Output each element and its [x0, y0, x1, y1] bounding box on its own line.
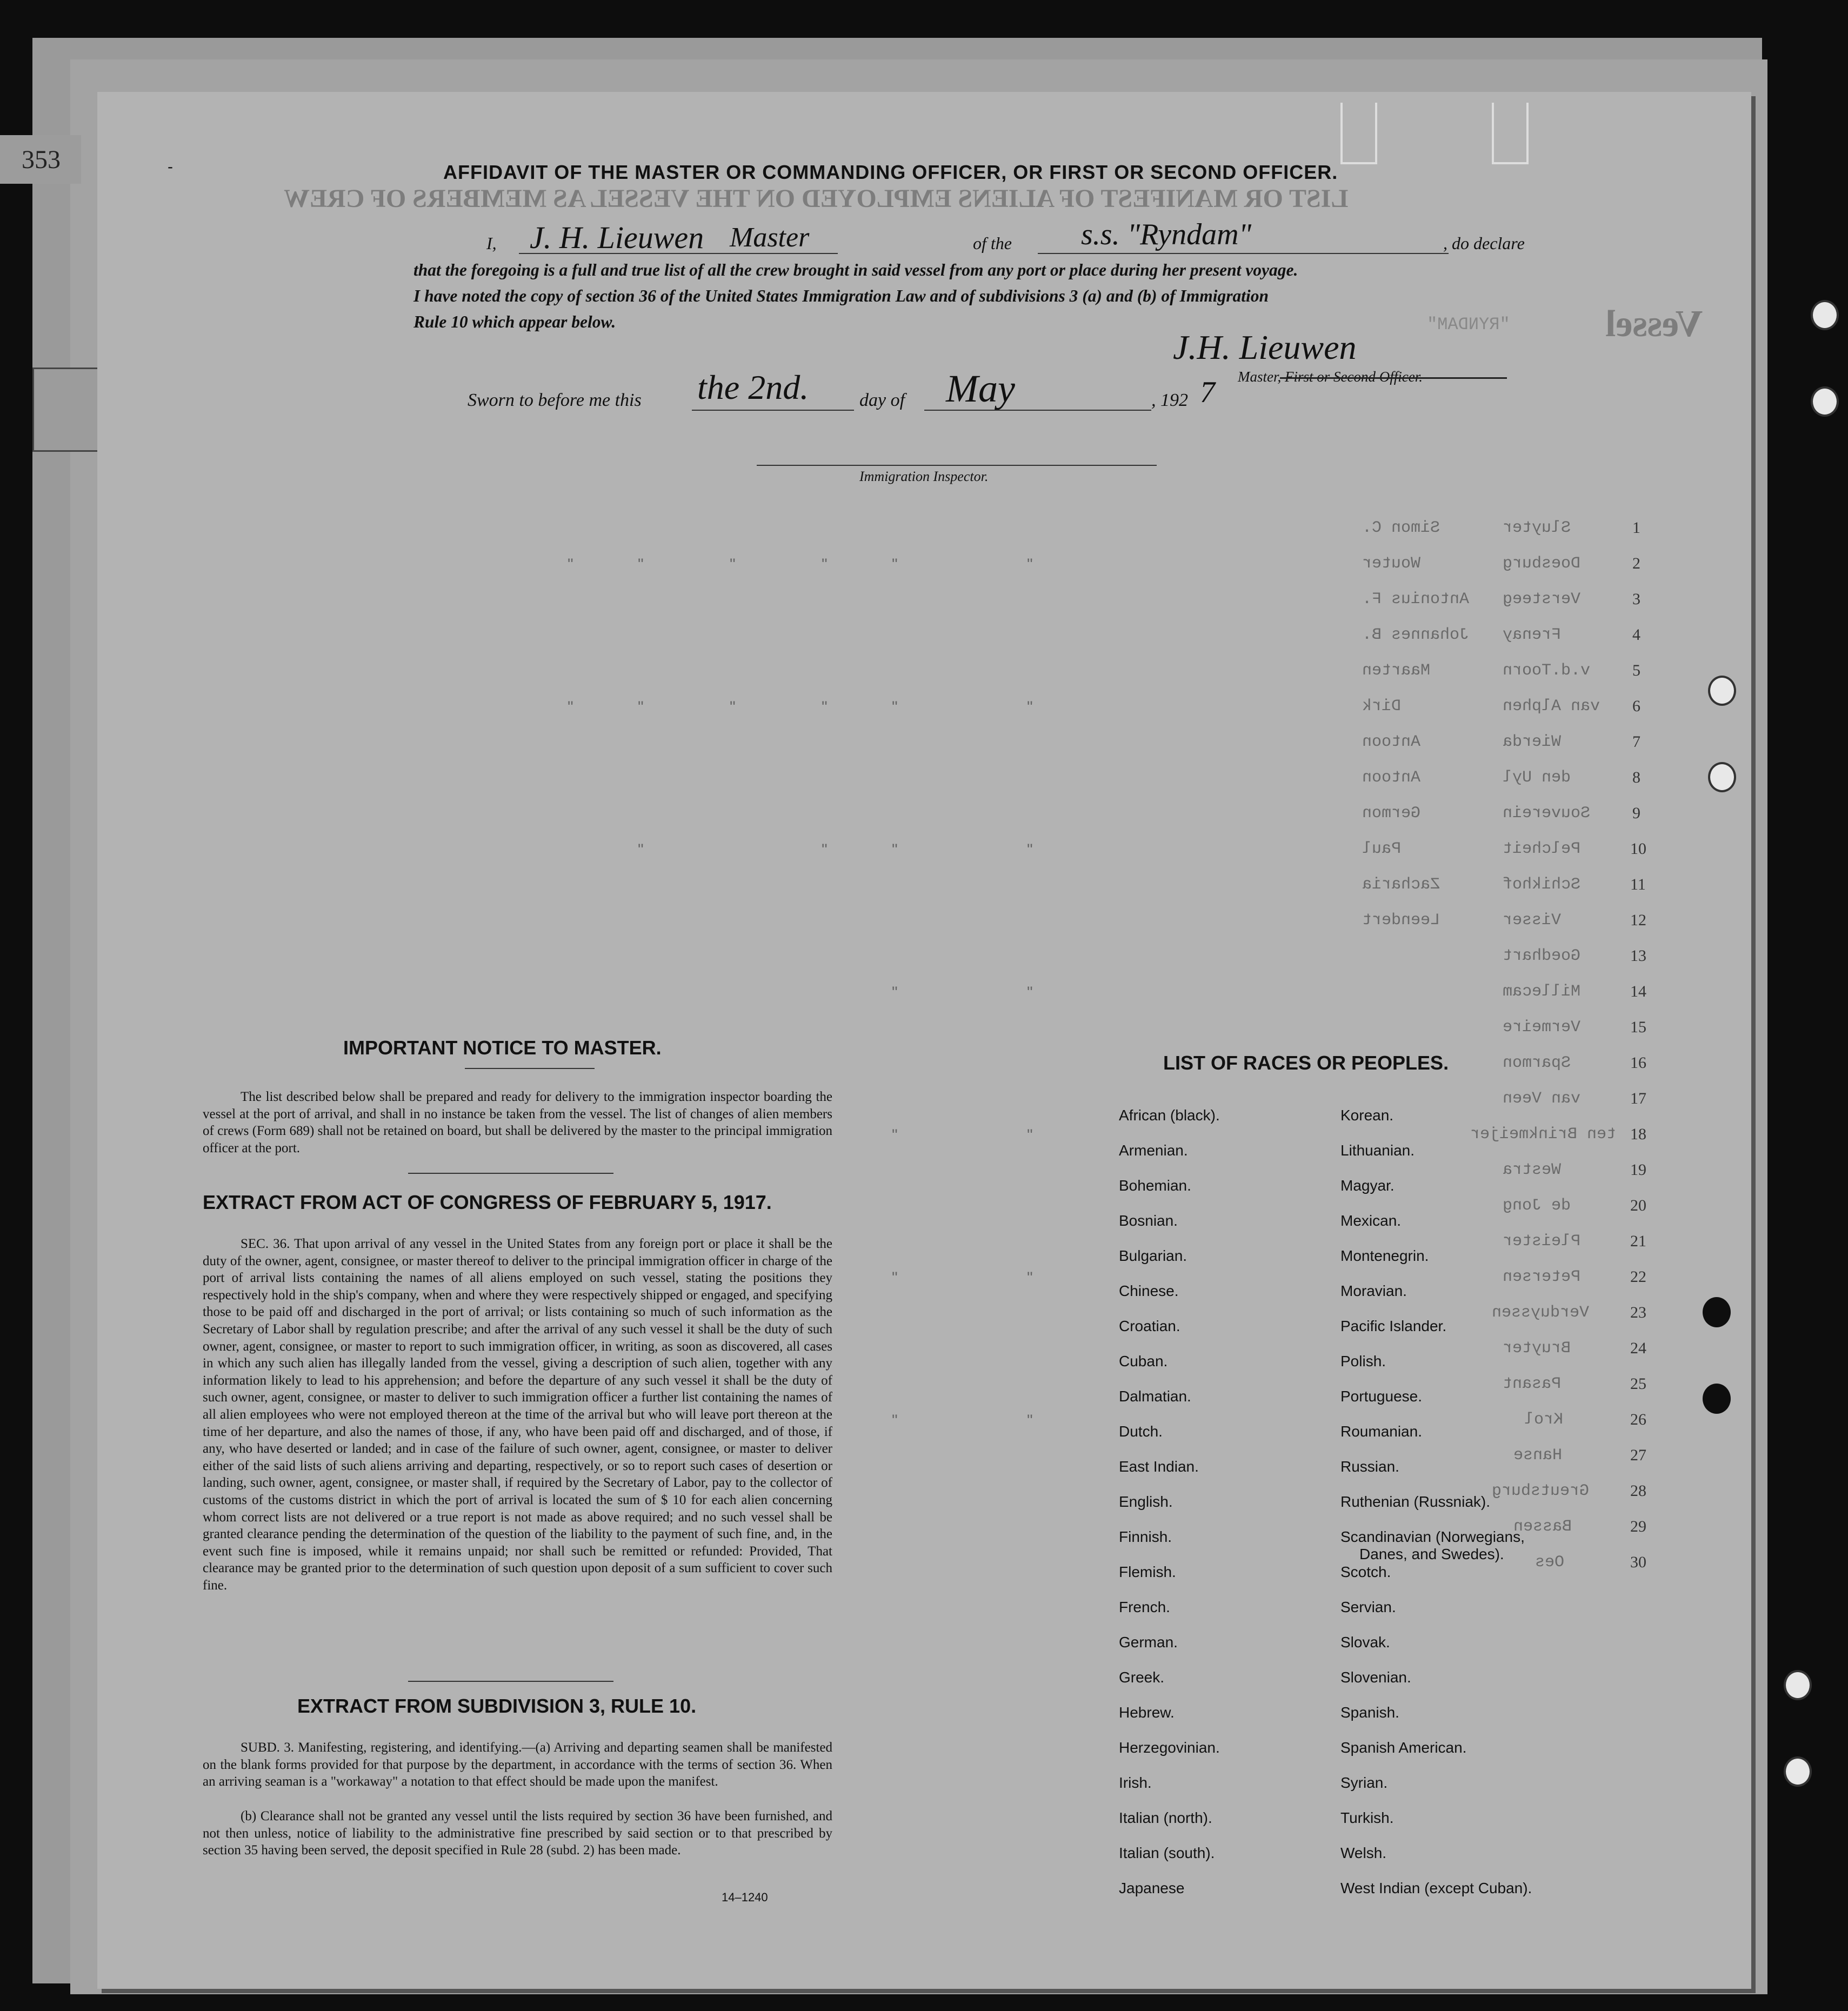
race-item: Magyar. — [1340, 1177, 1395, 1194]
ditto-mark: " — [1027, 698, 1033, 716]
row-number: 26 — [1630, 1411, 1646, 1428]
row-number: 9 — [1632, 804, 1640, 822]
race-item: Scandinavian (Norwegians, — [1340, 1528, 1525, 1545]
row-given: Maarten — [1362, 662, 1431, 680]
race-item: French. — [1119, 1599, 1170, 1615]
ditto-mark: " — [730, 556, 736, 573]
binder-hole — [1703, 1297, 1731, 1327]
race-item: Ruthenian (Russniak). — [1340, 1493, 1491, 1510]
race-item: Dutch. — [1119, 1423, 1163, 1440]
sworn-day: the 2nd. — [697, 368, 809, 406]
row-number: 12 — [1630, 911, 1646, 929]
row-surname: Bassen — [1513, 1518, 1572, 1536]
row-number: 18 — [1630, 1125, 1646, 1143]
race-item: Slovak. — [1340, 1634, 1390, 1651]
notice-title-rule — [465, 1068, 595, 1069]
affidavit-line3: I have noted the copy of section 36 of the United States Immigration Law and of subdivisions 3 (a) and (b) of Immigration — [413, 286, 1269, 305]
race-item: Mexican. — [1340, 1212, 1402, 1229]
row-surname: Schikhof — [1503, 876, 1581, 894]
race-item: Pacific Islander. — [1340, 1318, 1447, 1334]
ditto-mark: " — [892, 1126, 898, 1144]
row-number: 5 — [1632, 662, 1640, 679]
row-surname: ten Brinkmeijer — [1470, 1125, 1617, 1144]
affidavit-line2: that the foregoing is a full and true list of all the crew brought in said vessel from any port or place during her present voyage. — [413, 260, 1298, 279]
race-item: Bulgarian. — [1119, 1247, 1187, 1264]
notice-divider — [408, 1173, 613, 1174]
row-surname: Verduyssen — [1492, 1304, 1590, 1322]
race-item: Finnish. — [1119, 1528, 1172, 1545]
affidavit-i: I, — [486, 233, 497, 253]
row-surname: van Alphen — [1503, 697, 1600, 716]
row-given: Johannes B. — [1362, 626, 1470, 644]
margin-tab — [32, 368, 101, 452]
race-item: Armenian. — [1119, 1142, 1188, 1159]
ditto-mark: " — [1027, 841, 1033, 859]
ditto-mark: " — [1027, 984, 1033, 1001]
act-body: SEC. 36. That upon arrival of any vessel in the United States from any foreign port or place it shall be the duty of the owner, agent, consignee, or master thereof to deliver to the principal immigration officer in charge of the port of arrival lists containing the names of all aliens employed on such vessel, stating the positions they respectively hold in the ship's company, when and where they were respectively shipped or engaged, and specifying those to be paid off and discharged in the port of arrival; or lists containing so much of such information as the Secretary of Labor shall by regulation prescribe; and after the arrival of any such vessel it shall be the duty of such owner, agent, consignee, or master to report to such immigration officer, in writing, as soon as discovered, all cases in which any such alien has illegally landed from the vessel, giving a description of such alien, together with any information likely to lead to his apprehension; and before the departure of any such vessel it shall be the duty of such owner, agent, consignee, or master to deliver to such immigration officer a further list containing the names of all alien employees who were not employed thereon at the time of the arrival but who will leave port thereon at the time of her departure, and also the names of those, if any, who have been paid off and discharged, and of those, if any, who have deserted or landed; and in case of the failure of such owner, agent, consignee, or master to deliver either of the said lists of such aliens arriving and departing, respectively, or so to report such cases of desertion or landing, such owner, agent, consignee, or master shall, if required by the Secretary of Labor, pay to the collector of customs of the customs district in which the port of arrival is located the sum of $ 10 for each alien concerning whom correct lists are not delivered or a true report is not made as above required; and no such vessel shall be granted clearance pending the determination of the question of the liability to the payment of such fine, and, in the event such fine is imposed, while it remains unpaid; nor shall such be remitted or refunded: Provided, That clearance may be granted prior to the determination of such question upon deposit of a sum sufficient to cover such fine. — [203, 1237, 832, 1593]
row-surname: Greutsburg — [1492, 1482, 1590, 1500]
race-item: Syrian. — [1340, 1774, 1388, 1791]
sworn-day-rule — [692, 410, 854, 411]
row-number: 30 — [1630, 1553, 1646, 1571]
row-number: 16 — [1630, 1054, 1646, 1072]
race-item: Japanese — [1119, 1880, 1185, 1896]
ditto-mark: " — [730, 698, 736, 716]
row-number: 10 — [1630, 840, 1646, 858]
row-surname: Oes — [1535, 1553, 1565, 1572]
race-item: Scotch. — [1340, 1564, 1391, 1580]
binder-hole — [1784, 1756, 1812, 1787]
binder-hole — [1703, 1384, 1731, 1414]
ditto-mark: " — [892, 841, 898, 859]
race-item: East Indian. — [1119, 1458, 1199, 1475]
race-item: Flemish. — [1119, 1564, 1176, 1580]
race-item: Chinese. — [1119, 1282, 1179, 1299]
ditto-mark: " — [568, 556, 573, 573]
ditto-mark: " — [822, 698, 828, 716]
row-surname: Vermeire — [1503, 1018, 1581, 1037]
row-surname: Petersen — [1503, 1268, 1581, 1286]
signature-strikeout — [1280, 377, 1507, 379]
race-item: Servian. — [1340, 1599, 1396, 1615]
act-divider — [408, 1681, 613, 1682]
affidavit-of-the: of the — [973, 233, 1012, 253]
ghost-header-title: LIST OR MANIFEST OF ALIENS EMPLOYED ON THE VESSEL AS MEMBERS OF CREW — [284, 184, 1349, 213]
ditto-mark: " — [568, 698, 573, 716]
race-item: Russian. — [1340, 1458, 1399, 1475]
row-number: 23 — [1630, 1304, 1646, 1321]
races-title: LIST OF RACES OR PEOPLES. — [1163, 1052, 1449, 1074]
row-surname: v.d.Toorn — [1503, 662, 1591, 680]
inspector-signature-rule — [757, 465, 1157, 466]
row-given: Wouter — [1362, 554, 1421, 573]
row-number: 7 — [1632, 733, 1640, 751]
race-item: Italian (south). — [1119, 1845, 1215, 1861]
master-name: J. H. Lieuwen — [530, 220, 704, 255]
race-item: Croatian. — [1119, 1318, 1180, 1334]
sworn-prefix: Sworn to before me this — [468, 390, 642, 410]
row-surname: Bruyter — [1503, 1339, 1571, 1358]
ditto-mark: " — [638, 841, 644, 859]
race-item: Greek. — [1119, 1669, 1165, 1686]
row-number: 14 — [1630, 983, 1646, 1000]
ditto-mark: " — [638, 698, 644, 716]
sworn-month: May — [946, 367, 1015, 410]
rule-body-a: SUBD. 3. Manifesting, registering, and identifying.—(a) Arriving and departing seamen shall be manifested on the blank forms provided for that purpose by the department, in accordance with the terms of section 36. When an arriving seaman is a "workaway" a notation to that effect should be made upon the manifest. — [203, 1740, 832, 1789]
race-item: Irish. — [1119, 1774, 1152, 1791]
ditto-mark: " — [1027, 1269, 1033, 1287]
ditto-mark: " — [1027, 1412, 1033, 1429]
race-item: Turkish. — [1340, 1809, 1394, 1826]
row-surname: Versteeg — [1503, 590, 1581, 609]
race-item: Welsh. — [1340, 1845, 1387, 1861]
race-item: Bohemian. — [1119, 1177, 1191, 1194]
notice-title: IMPORTANT NOTICE TO MASTER. — [343, 1037, 662, 1059]
row-given: Germon — [1362, 804, 1421, 823]
row-number: 24 — [1630, 1339, 1646, 1357]
ditto-mark: " — [822, 556, 828, 573]
row-surname: de Jong — [1503, 1197, 1571, 1215]
row-surname: Westra — [1503, 1161, 1562, 1179]
notice-body: The list described below shall be prepared and ready for delivery to the immigration inspector boarding the vessel at the port of arrival, and shall in no instance be taken from the vessel. The list of changes of alien members of crews (Form 689) shall not be retained on board, but shall be delivered by the master to the principal immigration officer at the port. — [203, 1090, 832, 1155]
row-given: Antonius F. — [1362, 590, 1470, 609]
row-given: Antoon — [1362, 733, 1421, 751]
row-number: 15 — [1630, 1018, 1646, 1036]
ditto-mark: " — [892, 556, 898, 573]
sworn-year-prefix: , 192 — [1151, 390, 1188, 410]
race-item: Polish. — [1340, 1353, 1386, 1369]
vessel-name-rule — [1038, 253, 1449, 254]
margin-stamp-number: 353 — [22, 145, 61, 174]
ditto-mark: " — [892, 698, 898, 716]
binder-clip-left — [1340, 103, 1377, 164]
race-item: Portuguese. — [1340, 1388, 1422, 1405]
affidavit-line4: Rule 10 which appear below. — [413, 312, 616, 331]
race-item: Cuban. — [1119, 1353, 1168, 1369]
sworn-year-digit: 7 — [1200, 376, 1215, 409]
sworn-dayof: day of — [859, 390, 905, 410]
row-given: Paul — [1362, 840, 1402, 858]
binder-hole — [1708, 762, 1736, 792]
row-number: 19 — [1630, 1161, 1646, 1179]
row-surname: Sparmon — [1503, 1054, 1571, 1072]
vessel-name: s.s. "Ryndam" — [1081, 218, 1252, 251]
row-number: 27 — [1630, 1446, 1646, 1464]
race-item-continued: Danes, and Swedes). — [1359, 1546, 1504, 1562]
ditto-mark: " — [892, 1269, 898, 1287]
row-number: 22 — [1630, 1268, 1646, 1286]
race-item: German. — [1119, 1634, 1178, 1651]
rule-title: EXTRACT FROM SUBDIVISION 3, RULE 10. — [297, 1695, 697, 1717]
binder-clip-right — [1492, 103, 1529, 164]
row-number: 29 — [1630, 1518, 1646, 1535]
row-given: Antoon — [1362, 769, 1421, 787]
affidavit-title: AFFIDAVIT OF THE MASTER OR COMMANDING OFFICER, OR FIRST OR SECOND OFFICER. — [443, 161, 1338, 183]
row-surname: Hanse — [1513, 1446, 1563, 1465]
row-surname: Goedhart — [1503, 947, 1581, 965]
master-rank: Master — [730, 222, 810, 253]
ditto-mark: " — [1027, 556, 1033, 573]
race-item: Spanish. — [1340, 1704, 1399, 1721]
race-item: Montenegrin. — [1340, 1247, 1429, 1264]
row-number: 6 — [1632, 697, 1640, 715]
row-surname: Krol — [1524, 1411, 1564, 1429]
row-surname: Frenay — [1503, 626, 1562, 644]
row-number: 28 — [1630, 1482, 1646, 1500]
ditto-mark: " — [892, 984, 898, 1001]
row-surname: van Veen — [1503, 1090, 1581, 1108]
race-item: Korean. — [1340, 1107, 1394, 1124]
race-item: Lithuanian. — [1340, 1142, 1415, 1159]
row-given: Zacharia — [1362, 876, 1440, 894]
row-given: Dirk — [1362, 697, 1402, 716]
race-item: Italian (north). — [1119, 1809, 1212, 1826]
race-item: Moravian. — [1340, 1282, 1407, 1299]
row-surname: Sluyter — [1503, 519, 1571, 537]
act-title: EXTRACT FROM ACT OF CONGRESS OF FEBRUARY 5, 1917. — [203, 1191, 772, 1213]
row-number: 13 — [1630, 947, 1646, 965]
binder-hole — [1811, 386, 1839, 417]
row-number: 2 — [1632, 554, 1640, 572]
race-item: Spanish American. — [1340, 1739, 1467, 1756]
race-item: Hebrew. — [1119, 1704, 1175, 1721]
margin-stamp — [0, 135, 81, 184]
race-item: Slovenian. — [1340, 1669, 1411, 1686]
row-number: 1 — [1632, 519, 1640, 537]
row-given: Simon C. — [1362, 519, 1440, 537]
row-surname: Pasant — [1503, 1375, 1562, 1393]
row-number: 21 — [1630, 1232, 1646, 1250]
row-surname: Doesburg — [1503, 554, 1581, 573]
row-given: Leendert — [1362, 911, 1440, 930]
row-surname: Souverein — [1503, 804, 1591, 823]
inspector-caption: Immigration Inspector. — [859, 469, 989, 484]
row-number: 20 — [1630, 1197, 1646, 1214]
row-number: 17 — [1630, 1090, 1646, 1107]
signature-caption-text: Master, First or Second Officer. — [1238, 369, 1423, 385]
row-surname: Pleister — [1503, 1232, 1581, 1251]
row-surname: Pelcheit — [1503, 840, 1581, 858]
race-item: English. — [1119, 1493, 1173, 1510]
row-number: 4 — [1632, 626, 1640, 644]
row-number: 11 — [1630, 876, 1646, 893]
binder-hole — [1784, 1670, 1812, 1700]
manifest-page — [97, 92, 1751, 1989]
race-item: Roumanian. — [1340, 1423, 1422, 1440]
row-number: 3 — [1632, 590, 1640, 608]
sheet-no-mark: - — [168, 158, 173, 176]
binder-hole — [1708, 676, 1736, 706]
ghost-vessel-label: Vessel — [1605, 303, 1703, 345]
rule-body-b: (b) Clearance shall not be granted any vessel until the lists required by section 36 have been furnished, and not then unless, notice of liability to the administrative fine prescribed by said section or to that prescribed by section 35 having been served, the deposit specified in Rule 28 (subd. 2) has been made. — [203, 1809, 832, 1858]
sworn-month-rule — [924, 410, 1151, 411]
binder-hole — [1811, 300, 1839, 330]
row-surname: Visser — [1503, 911, 1562, 930]
affidavit-declare: , do declare — [1443, 233, 1525, 253]
ditto-mark: " — [822, 841, 828, 859]
race-item: Herzegovinian. — [1119, 1739, 1220, 1756]
row-number: 8 — [1632, 769, 1640, 786]
race-item: Dalmatian. — [1119, 1388, 1191, 1405]
master-signature: J.H. Lieuwen — [1173, 328, 1357, 366]
row-number: 25 — [1630, 1375, 1646, 1393]
race-item: West Indian (except Cuban). — [1340, 1880, 1532, 1896]
ditto-mark: " — [892, 1412, 898, 1429]
race-item: African (black). — [1119, 1107, 1220, 1124]
form-number: 14–1240 — [722, 1890, 768, 1904]
row-surname: Millecam — [1503, 983, 1581, 1001]
ghost-vessel-name: "RYNDAM" — [1427, 315, 1510, 335]
row-surname: den Uyl — [1503, 769, 1571, 787]
row-surname: Wierda — [1503, 733, 1562, 751]
ditto-mark: " — [638, 556, 644, 573]
race-item: Bosnian. — [1119, 1212, 1178, 1229]
ditto-mark: " — [1027, 1126, 1033, 1144]
